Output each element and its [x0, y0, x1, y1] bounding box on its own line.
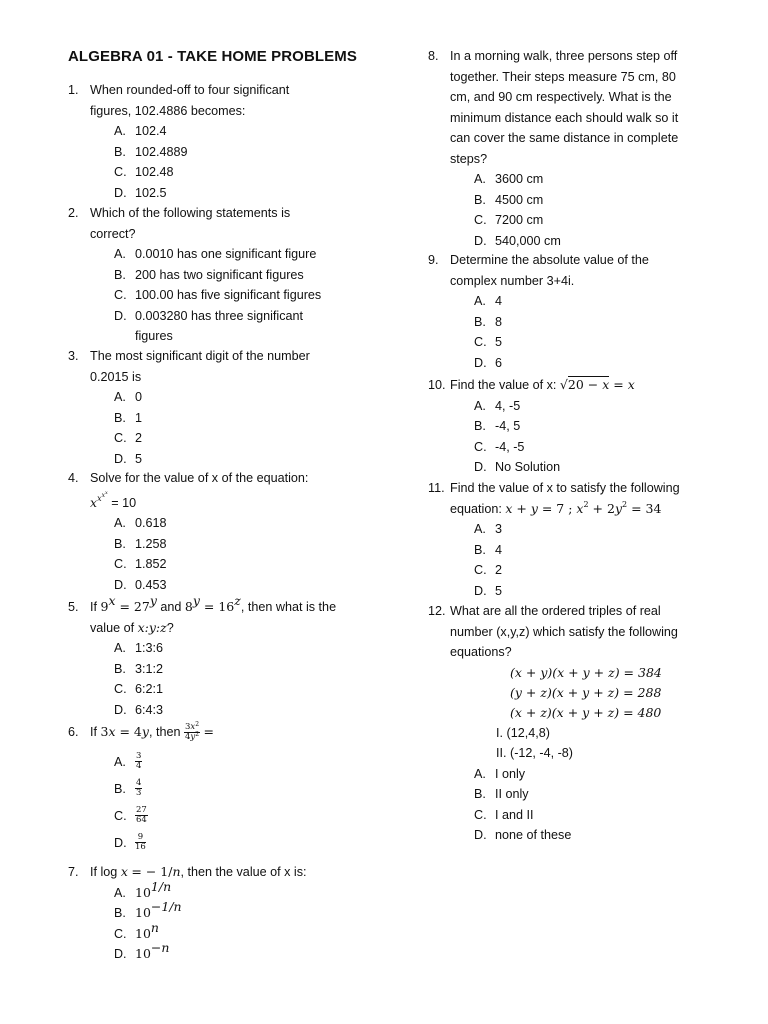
option-d: D. none of these [474, 828, 572, 842]
option-b: B. II only [474, 787, 529, 801]
option-c: C. 2 [474, 563, 503, 577]
option-a: A. 3 [474, 522, 503, 536]
option-a: A. 0.0010 has one significant figure [114, 247, 317, 261]
question-number: 2. [68, 206, 79, 220]
question-number: 9. [428, 253, 439, 267]
option-a: A. 4, -5 [474, 398, 521, 413]
question-number: 1. [68, 83, 79, 97]
question-text: value of x:y:z? [90, 619, 174, 635]
option-c: C. 100.00 has five significant figures [114, 288, 322, 302]
equation: (x + y)(x + y + z) = 384 [510, 664, 662, 680]
question-text: The most significant digit of the number [90, 349, 310, 363]
question-text: 0.2015 is [90, 369, 142, 384]
question-number: 3. [68, 349, 79, 363]
question-text: figures, 102.4886 becomes: [90, 103, 246, 118]
option-d: D. 102.5 [114, 185, 167, 200]
question-text: If 3x = 4y, then $\frac{3x^2}{4y^2}$ = [90, 721, 214, 743]
option-b: B. 200 has two significant figures [114, 267, 304, 282]
roman-option-i: I. (12,4,8) [496, 725, 550, 740]
option-c: C. 1.852 [114, 557, 167, 571]
question-text: Which of the following statements is [90, 206, 291, 220]
question-6 [68, 722, 358, 857]
roman-option-ii: II. (-12, -4, -8) [496, 746, 573, 760]
option-b: B. 4 [474, 542, 503, 557]
option-d: D. 540,000 cm [474, 233, 561, 248]
option-d: D. No Solution [474, 460, 561, 474]
option-b: B. 1 [114, 410, 143, 425]
question-text: cm, and 90 cm respectively. What is the [450, 90, 672, 104]
question-number: 4. [68, 471, 79, 485]
question-text: If log x = − 1/n, then the value of x is: [90, 864, 307, 879]
option-b: B. 102.4889 [114, 144, 188, 159]
option-b: B. -4, 5 [474, 419, 521, 433]
equation: $x^{x^{x^x}} = 10$ [90, 489, 137, 510]
question-5 [68, 593, 368, 720]
option-c: C. 10$^n$ [114, 919, 159, 941]
option-a: A. 0 [114, 390, 143, 404]
option-d: D. 0.453 [114, 577, 167, 592]
question-3 [68, 346, 358, 469]
question-number: 11. [428, 481, 445, 495]
option-a: A. I only [474, 766, 526, 781]
option-b: B. 4500 cm [474, 192, 544, 207]
option-c: C. -4, -5 [474, 439, 525, 454]
option-b: B. $\frac{4}{3}$ [114, 777, 142, 798]
question-text: equation: x + y = 7 ; $x^2 + 2y^2 = 34$ [450, 499, 662, 516]
option-c: C. 5 [474, 335, 503, 349]
option-c: C. 6:2:1 [114, 682, 164, 696]
question-8 [428, 46, 728, 251]
question-text: Find the value of x to satisfy the following [450, 481, 680, 495]
question-number: 7. [68, 865, 79, 879]
question-text: Determine the absolute value of the [450, 253, 649, 267]
option-d: D. $\frac{9}{16}$ [114, 831, 146, 852]
question-10 [428, 375, 728, 478]
question-number: 10. [428, 378, 446, 392]
option-b: B. 1.258 [114, 536, 167, 551]
option-a: A. $\frac{3}{4}$ [114, 750, 142, 771]
question-4 [68, 468, 358, 595]
question-text: steps? [450, 151, 488, 166]
question-text: equations? [450, 645, 512, 659]
option-c: C. I and II [474, 807, 534, 822]
option-b: B. $10^{-1/n}$ [114, 899, 182, 920]
question-12 [428, 601, 728, 846]
option-a: A. 4 [474, 294, 503, 308]
option-a: A. 102.4 [114, 124, 167, 138]
question-text: can cover the same distance in complete [450, 131, 679, 145]
option-d: D. 5 [114, 451, 143, 466]
option-c: C. 102.48 [114, 165, 174, 179]
question-number: 12. [428, 604, 446, 618]
equation-system [510, 663, 728, 723]
option-c: C. $\frac{27}{64}$ [114, 804, 147, 825]
question-text: correct? [90, 226, 136, 241]
option-a: A. 1:3:6 [114, 641, 164, 655]
question-9 [428, 250, 728, 373]
question-2 [68, 203, 368, 347]
option-a: A. 0.618 [114, 516, 167, 530]
question-11 [428, 478, 728, 601]
option-d: D. 6 [474, 355, 503, 370]
question-text: If $9^x = 27^y$ and $8^y = 16^z$, then what is the [90, 593, 337, 614]
question-text: Find the value of x: √20 − x = x [450, 377, 635, 392]
question-text: minimum distance each should walk so it [450, 110, 679, 125]
equation: (y + z)(x + y + z) = 288 [510, 684, 662, 700]
option-b: B. 8 [474, 314, 503, 329]
question-text: together. Their steps measure 75 cm, 80 [450, 69, 676, 84]
option-d: D. 0.003280 has three significant figures [114, 308, 304, 343]
question-text: What are all the ordered triples of real [450, 604, 661, 618]
option-c: C. 7200 cm [474, 213, 544, 227]
question-text: Solve for the value of x of the equation: [90, 471, 309, 485]
question-text: In a morning walk, three persons step off [450, 49, 678, 63]
page-title: ALGEBRA 01 - TAKE HOME PROBLEMS [68, 48, 357, 65]
question-number: 8. [428, 49, 439, 63]
option-d: D. 6:4:3 [114, 702, 164, 717]
option-d: D. $10^{-n}$ [114, 940, 170, 961]
option-b: B. 3:1:2 [114, 661, 164, 676]
equation: (x + z)(x + y + z) = 480 [510, 704, 662, 720]
option-d: D. 5 [474, 583, 503, 598]
question-7 [68, 862, 358, 965]
question-number: 5. [68, 600, 79, 614]
question-1 [68, 80, 358, 203]
question-number: 6. [68, 725, 79, 739]
option-c: C. 2 [114, 431, 143, 445]
question-text: number (x,y,z) which satisfy the following [450, 624, 678, 639]
question-text: When rounded-off to four significant [90, 83, 290, 97]
option-a: A. $10^{1/n}$ [114, 878, 172, 900]
option-a: A. 3600 cm [474, 172, 544, 186]
question-text: complex number 3+4i. [450, 273, 575, 288]
